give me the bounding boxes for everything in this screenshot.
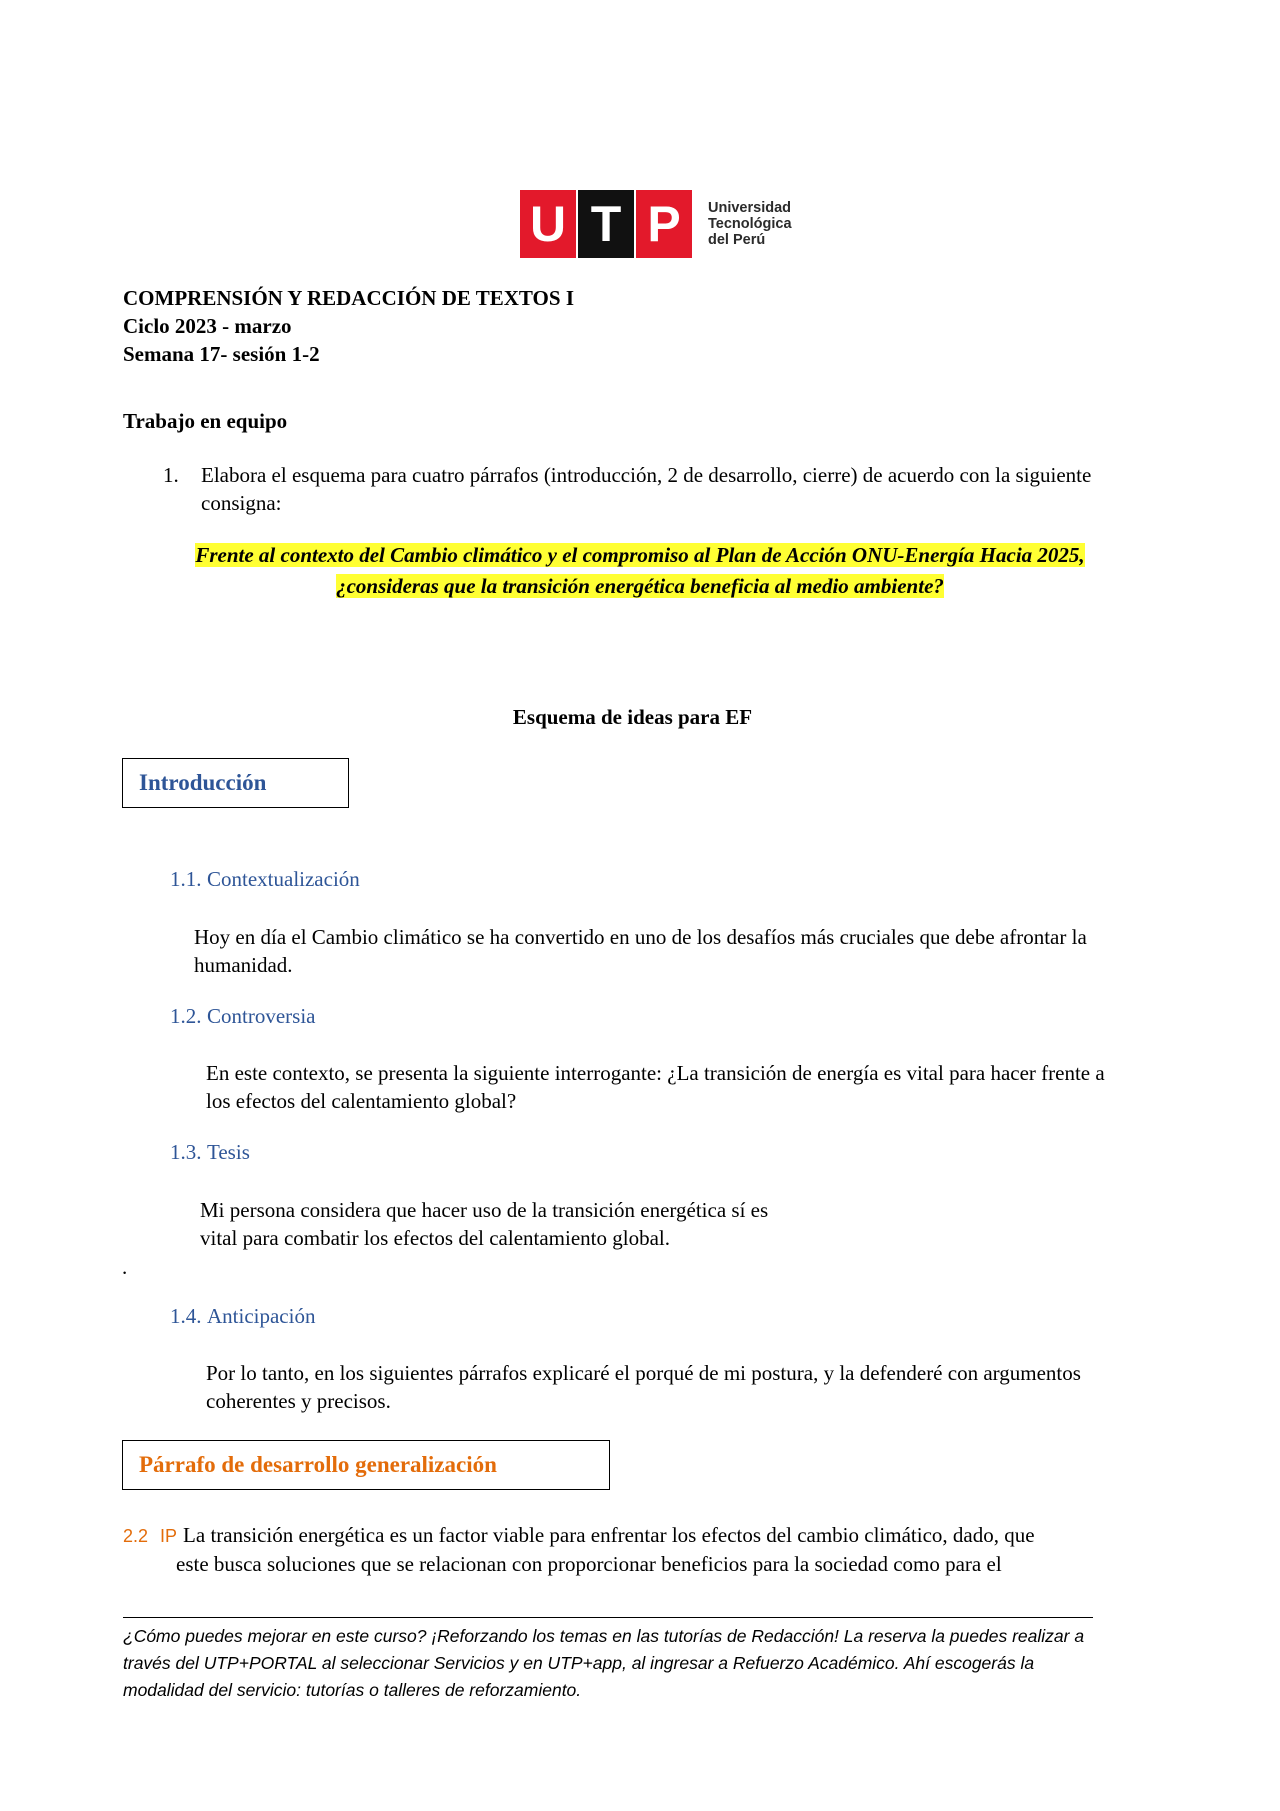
development-number: 2.2	[123, 1526, 149, 1546]
development-line-1: La transición energética es un factor viable para enfrentar los efectos del cambio climático, dado, que	[183, 1523, 1035, 1547]
paragraph-controversia: En este contexto, se presenta la siguiente interrogante: ¿La transición de energía es vital para hacer frente a los efectos del calentamiento global?	[206, 1061, 1105, 1113]
intro-heading: Introducción	[139, 770, 267, 795]
development-heading-box	[122, 1440, 610, 1490]
paragraph-contextualizacion: Hoy en día el Cambio climático se ha convertido en uno de los desafíos más cruciales que debe afrontar la humanidad.	[194, 925, 1087, 977]
subheading-contextualizacion: 1.1. Contextualización	[170, 867, 360, 891]
paragraph-development-2-2	[123, 1521, 1143, 1578]
stray-dot: .	[122, 1255, 128, 1279]
intro-heading-box	[122, 758, 349, 808]
footer-note: ¿Cómo puedes mejorar en este curso? ¡Reforzando los temas en las tutorías de Redacción! La reserva la puedes realizar a través del UTP+PORTAL al seleccionar Servicios y en UTP+app, al ingresar a Refuerzo Académico. Ahí escogerás la modalidad del servicio: tutorías o talleres de reforzamiento.	[123, 1626, 1085, 1700]
prompt-line-1: Frente al contexto del Cambio climático y el compromiso al Plan de Acción ONU-Energía Hacia 2025,	[195, 543, 1085, 567]
ip-label: IP	[160, 1526, 178, 1546]
subheading-tesis: 1.3. Tesis	[170, 1140, 250, 1164]
logo-letter-u: U	[520, 190, 576, 258]
development-line-2: este busca soluciones que se relacionan con proporcionar beneficios para la sociedad como para el	[176, 1552, 1002, 1576]
instruction-number: 1.	[163, 463, 179, 487]
cycle-label: Ciclo 2023 - marzo	[123, 314, 292, 338]
paragraph-tesis: Mi persona considera que hacer uso de la transición energética sí es vital para combatir los efectos del calentamiento global.	[200, 1198, 769, 1250]
week-label: Semana 17- sesión 1-2	[123, 342, 320, 366]
logo-letter-t: T	[578, 190, 634, 258]
logo-university-name: Universidad Tecnológica del Perú	[708, 200, 792, 248]
utp-logo	[520, 190, 792, 258]
section-title: Trabajo en equipo	[123, 409, 288, 433]
course-title: COMPRENSIÓN Y REDACCIÓN DE TEXTOS I	[123, 286, 574, 310]
highlighted-prompt	[120, 540, 1160, 602]
instruction-text: Elabora el esquema para cuatro párrafos (introducción, 2 de desarrollo, cierre) de acuerdo con la siguiente consigna:	[201, 463, 1092, 515]
subheading-anticipacion: 1.4. Anticipación	[170, 1304, 316, 1328]
development-heading: Párrafo de desarrollo generalización	[139, 1452, 497, 1477]
logo-letter-p: P	[636, 190, 692, 258]
prompt-line-2: ¿consideras que la transición energética beneficia al medio ambiente?	[336, 574, 944, 598]
paragraph-anticipacion: Por lo tanto, en los siguientes párrafos explicaré el porqué de mi postura, y la defenderé con argumentos coherentes y precisos.	[206, 1361, 1081, 1413]
schema-title: Esquema de ideas para EF	[512, 705, 753, 729]
footer-divider	[123, 1617, 1093, 1618]
subheading-controversia: 1.2. Controversia	[170, 1004, 316, 1028]
